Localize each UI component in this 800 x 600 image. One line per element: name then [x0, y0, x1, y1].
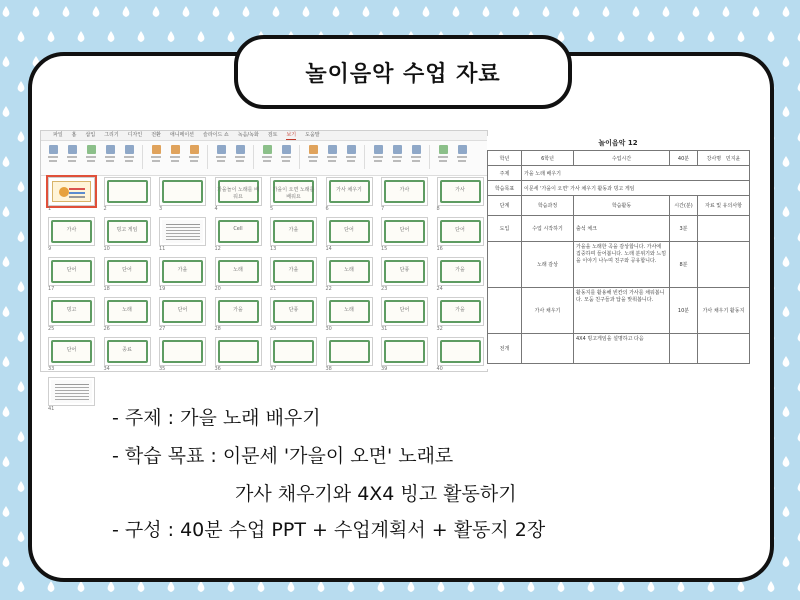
lesson-plan-title: 놀이음악 12 [598, 139, 638, 147]
raindrop [768, 31, 775, 42]
slide-number: 32 [436, 326, 443, 332]
slide-thumbnail[interactable] [104, 257, 151, 286]
lesson-plan-table [487, 150, 750, 364]
lesson-plan-screenshot [487, 136, 749, 369]
ruler-icon [215, 145, 227, 167]
raindrop [783, 556, 790, 567]
slide-thumbnail[interactable] [270, 217, 317, 246]
raindrop [468, 581, 475, 592]
ribbon-tab[interactable]: 디자인 [127, 132, 143, 138]
slide-number: 7 [381, 206, 385, 212]
new-window-icon [372, 145, 384, 167]
raindrop [18, 31, 25, 42]
slide-number: 33 [48, 366, 55, 372]
ribbon-tab[interactable]: 녹음/녹화 [237, 132, 259, 138]
header-cell: 시간(분) [670, 196, 698, 216]
slide-number: 9 [48, 246, 52, 252]
slide-label: 가을 [288, 227, 299, 233]
raindrop [18, 531, 25, 542]
slide-thumbnail[interactable] [159, 217, 206, 246]
slide-thumbnail[interactable] [381, 257, 428, 286]
raindrop [573, 6, 580, 17]
cell: 강사명 민지윤 [698, 151, 750, 166]
slide-number: 14 [325, 246, 332, 252]
raindrop [723, 6, 730, 17]
raindrop [3, 56, 10, 67]
slide-thumbnail[interactable] [104, 217, 151, 246]
raindrop [618, 581, 625, 592]
ppt-slide-sorter-screenshot [40, 130, 488, 412]
raindrop [18, 231, 25, 242]
raindrop [153, 6, 160, 17]
slide-master-icon [150, 145, 162, 167]
black-white-icon [345, 145, 357, 167]
raindrop [393, 6, 400, 17]
slide-number: 20 [214, 286, 221, 292]
slide-number: 1 [48, 206, 52, 212]
raindrop [423, 6, 430, 17]
slide-thumbnail[interactable] [159, 297, 206, 326]
raindrop [543, 6, 550, 17]
slide-number: 38 [325, 366, 332, 372]
raindrop [783, 206, 790, 217]
raindrop [738, 31, 745, 42]
cell [698, 216, 750, 242]
slide-label: 노래 [344, 267, 354, 273]
raindrop [648, 31, 655, 42]
slide-number: 30 [325, 326, 332, 332]
slide-thumbnail[interactable] [104, 337, 151, 366]
raindrop [783, 456, 790, 467]
table-row [488, 288, 750, 334]
raindrop [18, 381, 25, 392]
ribbon-tab[interactable]: 검토 [267, 132, 278, 138]
cascade-icon [410, 145, 422, 167]
raindrop [738, 581, 745, 592]
raindrop [273, 6, 280, 17]
slide-number: 6 [325, 206, 329, 212]
slide-label: 빙고 [66, 307, 77, 313]
composition-line: - 구성 : 40분 수업 PPT + 수업계획서 + 활동지 2장 [112, 519, 546, 541]
cell: 가을을 노래한 곡을 감상합니다. 가사에 집중하며 들어봅니다. 노래 분위기와 느낌을 이야기 나누며 친구와 공유합니다. [574, 242, 670, 288]
slide-sorter-icon [85, 145, 97, 167]
macros-icon [456, 145, 468, 167]
raindrop [783, 256, 790, 267]
slide-thumbnail[interactable] [159, 177, 206, 206]
cell: 3분 [670, 216, 698, 242]
slide-number: 8 [436, 206, 440, 212]
slide-number: 40 [436, 366, 443, 372]
raindrop [18, 81, 25, 92]
zoom-icon [261, 145, 273, 167]
cell: 학습목표 [488, 181, 522, 196]
slide-number: 35 [159, 366, 166, 372]
slide-thumbnail[interactable] [437, 177, 484, 206]
slide-thumbnail[interactable] [326, 297, 373, 326]
raindrop [138, 31, 145, 42]
fit-window-icon [280, 145, 292, 167]
raindrop [33, 6, 40, 17]
raindrop [783, 6, 790, 17]
raindrop [513, 6, 520, 17]
slide-label: 노래 [233, 267, 243, 273]
slide-label: 가사 채우기 [336, 187, 362, 193]
raindrop [18, 581, 25, 592]
raindrop [78, 581, 85, 592]
slide-number: 23 [381, 286, 388, 292]
raindrop [618, 31, 625, 42]
slide-thumbnail[interactable] [215, 297, 262, 326]
table-header-row [488, 196, 750, 216]
slide-number: 18 [103, 286, 110, 292]
cell: 6학년 [522, 151, 574, 166]
arrange-all-icon [391, 145, 403, 167]
normal-view-icon [47, 145, 59, 167]
cell: 출석 체크 [574, 216, 670, 242]
table-row [488, 216, 750, 242]
slide-thumbnail[interactable] [48, 337, 95, 366]
cell: 10분 [670, 288, 698, 334]
raindrop [783, 356, 790, 367]
raindrop [198, 581, 205, 592]
raindrop [648, 581, 655, 592]
goal-line-continued: 가사 채우기와 4X4 빙고 활동하기 [235, 483, 517, 505]
cell: 전개 [488, 334, 522, 364]
slide-thumbnail[interactable] [326, 177, 373, 206]
raindrop [768, 581, 775, 592]
goal-line: - 학습 목표 : 이문세 '가을이 오면' 노래로 [112, 445, 454, 467]
raindrop [93, 6, 100, 17]
slide-label: 단어 [455, 227, 465, 233]
cell: 가을 노래 배우기 [522, 166, 750, 181]
slide-thumbnail[interactable] [437, 297, 484, 326]
slide-label: 가을놀이 노래를 배워요 [217, 187, 259, 200]
slide-number: 31 [381, 326, 388, 332]
slide-thumbnail[interactable] [381, 177, 428, 206]
table-row [488, 242, 750, 288]
color-icon [307, 145, 319, 167]
slide-thumbnail[interactable] [437, 217, 484, 246]
raindrop [3, 256, 10, 267]
ribbon-tabs [41, 131, 487, 141]
outline-view-icon [66, 145, 78, 167]
slide-label: 단풍 [399, 267, 410, 273]
raindrop [138, 581, 145, 592]
raindrop [783, 306, 790, 317]
slide-label: 단어 [344, 227, 354, 233]
raindrop [18, 131, 25, 142]
slide-thumbnail[interactable] [215, 257, 262, 286]
cell: 학년 [488, 151, 522, 166]
raindrop [48, 31, 55, 42]
raindrop [243, 6, 250, 17]
switch-windows-icon [437, 145, 449, 167]
ribbon-tab[interactable]: 홈 [71, 132, 77, 138]
raindrop [18, 281, 25, 292]
slide-number: 3 [159, 206, 163, 212]
slide-thumbnail[interactable] [48, 217, 95, 246]
slide-number: 21 [270, 286, 277, 292]
ribbon-tab[interactable]: 애니메이션 [169, 132, 195, 138]
slide-thumbnail[interactable] [104, 177, 151, 206]
slide-thumbnail[interactable] [215, 217, 262, 246]
cell: 수업 시작하기 [522, 216, 574, 242]
cell: 활동지를 활용해 빈칸의 가사를 채워봅니다. 모둠 친구들과 답을 맞춰봅니다. [574, 288, 670, 334]
raindrop [198, 31, 205, 42]
table-row [488, 166, 750, 181]
raindrop [123, 6, 130, 17]
slide-number: 37 [270, 366, 277, 372]
slide-label: 단어 [399, 227, 410, 233]
raindrop [348, 581, 355, 592]
raindrop [3, 356, 10, 367]
slide-number: 19 [159, 286, 166, 292]
raindrop [228, 31, 235, 42]
raindrop [588, 581, 595, 592]
raindrop [678, 31, 685, 42]
slide-number: 2 [103, 206, 107, 212]
ribbon-tab[interactable]: 전환 [151, 132, 161, 138]
ribbon-tab[interactable]: 보기 [286, 132, 297, 138]
ribbon-toolbar [41, 141, 487, 176]
slide-thumbnail[interactable] [270, 177, 317, 206]
slide-label: 종료 [122, 347, 132, 353]
raindrop [483, 6, 490, 17]
slide-label: 노래 [344, 307, 354, 313]
raindrop [588, 31, 595, 42]
slide-label: Cell [233, 226, 243, 232]
ribbon-tab[interactable]: 도움말 [305, 132, 320, 138]
slide-thumbnail[interactable] [48, 377, 95, 406]
slide-thumbnail[interactable] [270, 297, 317, 326]
raindrop [783, 56, 790, 67]
raindrop [213, 6, 220, 17]
header-cell: 학습과정 [522, 196, 574, 216]
slide-label: 단어 [399, 307, 410, 313]
slide-thumbnail[interactable] [326, 217, 373, 246]
slide-number: 16 [436, 246, 443, 252]
ribbon-tab[interactable]: 삽입 [85, 132, 96, 138]
raindrop [3, 206, 10, 217]
slide-thumbnail[interactable] [48, 177, 95, 206]
raindrop [708, 581, 715, 592]
slide-label: 단어 [122, 267, 132, 273]
ribbon-tab[interactable]: 그리기 [104, 132, 119, 138]
raindrop [783, 106, 790, 117]
slide-label: 단어 [66, 347, 77, 353]
slide-number: 17 [48, 286, 55, 292]
raindrop [168, 581, 175, 592]
raindrop [288, 581, 295, 592]
slide-number: 28 [214, 326, 221, 332]
notes-master-icon [188, 145, 200, 167]
slide-number: 13 [270, 246, 277, 252]
cell [670, 334, 698, 364]
raindrop [318, 581, 325, 592]
raindrop [3, 556, 10, 567]
slide-number: 25 [48, 326, 55, 332]
raindrop [678, 581, 685, 592]
slide-number: 26 [103, 326, 110, 332]
slide-number: 24 [436, 286, 443, 292]
slide-number: 41 [48, 406, 55, 412]
slide-label: 빙고 게임 [116, 227, 138, 233]
header-cell: 단계 [488, 196, 522, 216]
slide-number: 12 [214, 246, 221, 252]
grayscale-icon [326, 145, 338, 167]
slide-number: 34 [103, 366, 110, 372]
slide-label: 가을 [288, 267, 299, 273]
raindrop [3, 506, 10, 517]
raindrop [783, 156, 790, 167]
reading-view-icon [123, 145, 135, 167]
slide-number: 29 [270, 326, 277, 332]
slide-label: 가을 [455, 267, 465, 273]
raindrop [3, 6, 10, 17]
raindrop [18, 481, 25, 492]
slide-thumbnail[interactable] [159, 257, 206, 286]
slide-thumbnail[interactable] [48, 297, 95, 326]
slide-thumbnail[interactable] [215, 337, 262, 366]
cell [488, 242, 522, 288]
table-row [488, 151, 750, 166]
slide-thumbnail[interactable] [104, 297, 151, 326]
table-row [488, 181, 750, 196]
raindrop [498, 581, 505, 592]
slide-number: 27 [159, 326, 166, 332]
raindrop [228, 581, 235, 592]
slide-label: 노래 [122, 307, 132, 313]
slide-thumbnail[interactable] [381, 297, 428, 326]
raindrop [108, 31, 115, 42]
cell: 가사 채우기 [522, 288, 574, 334]
cell: 주제 [488, 166, 522, 181]
slide-thumbnail[interactable] [270, 257, 317, 286]
slide-label: 가사 [66, 227, 77, 233]
raindrop [258, 581, 265, 592]
handout-master-icon [169, 145, 181, 167]
raindrop [363, 6, 370, 17]
slide-number: 10 [103, 246, 110, 252]
slide-thumbnail[interactable] [48, 257, 95, 286]
cell [488, 288, 522, 334]
slide-label: 가을 [233, 307, 243, 313]
slide-label: 가을 [177, 267, 188, 273]
raindrop [633, 6, 640, 17]
title-tab [234, 35, 572, 109]
raindrop [558, 581, 565, 592]
raindrop [3, 306, 10, 317]
raindrop [753, 6, 760, 17]
slide-number: 22 [325, 286, 332, 292]
ribbon-tab[interactable]: 슬라이드 쇼 [203, 132, 229, 138]
raindrop [528, 581, 535, 592]
notes-page-icon [104, 145, 116, 167]
slide-number: 36 [214, 366, 221, 372]
slide-label: 단풍 [288, 307, 299, 313]
slide-label: 단어 [177, 307, 188, 313]
raindrop [408, 581, 415, 592]
cell [522, 334, 574, 364]
slide-thumbnail[interactable] [437, 257, 484, 286]
raindrop [168, 31, 175, 42]
raindrop [3, 406, 10, 417]
raindrop [183, 6, 190, 17]
slide-number: 5 [270, 206, 274, 212]
raindrop [48, 581, 55, 592]
raindrop [783, 406, 790, 417]
raindrop [603, 6, 610, 17]
raindrop [303, 6, 310, 17]
slide-number: 39 [381, 366, 388, 372]
slide-label: 가을이 오면 노래를 배워요 [272, 187, 315, 200]
page-title: 놀이음악 수업 자료 [305, 61, 501, 87]
slide-number: 15 [381, 246, 388, 252]
slide-label: 단어 [66, 267, 77, 273]
raindrop [3, 106, 10, 117]
cell: 노래 감상 [522, 242, 574, 288]
raindrop [18, 181, 25, 192]
raindrop [3, 456, 10, 467]
raindrop [18, 431, 25, 442]
slide-number: 11 [159, 246, 166, 252]
slide-thumbnail[interactable] [437, 337, 484, 366]
slide-thumbnail[interactable] [159, 337, 206, 366]
cell: 가사 채우기 활동지 [698, 288, 750, 334]
cell [698, 334, 750, 364]
raindrop [693, 6, 700, 17]
raindrop [108, 581, 115, 592]
raindrop [333, 6, 340, 17]
raindrop [453, 6, 460, 17]
raindrop [63, 6, 70, 17]
gridlines-icon [234, 145, 246, 167]
slide-thumbnail[interactable] [381, 217, 428, 246]
header-cell: 자료 및 유의사항 [698, 196, 750, 216]
raindrop [3, 156, 10, 167]
slide-thumbnail[interactable] [326, 337, 373, 366]
cell: 4X4 빙고게임을 설명하고 다음 [574, 334, 670, 364]
cell: 40분 [670, 151, 698, 166]
slide-thumbnail[interactable] [326, 257, 373, 286]
cell: 수업시간 [574, 151, 670, 166]
raindrop [663, 6, 670, 17]
cell: 이문세 '가을이 오면' 가사 채우기 활동과 빙고 게임 [522, 181, 750, 196]
slide-label: 가을 [455, 307, 465, 313]
raindrop [783, 506, 790, 517]
raindrop [18, 331, 25, 342]
table-row [488, 334, 750, 364]
slide-thumbnail[interactable] [215, 177, 262, 206]
slide-thumbnail[interactable] [270, 337, 317, 366]
raindrop [708, 31, 715, 42]
slide-label: 가사 [455, 187, 465, 193]
slide-label: 가사 [399, 187, 410, 193]
raindrop [78, 31, 85, 42]
cell [698, 242, 750, 288]
slide-thumbnail[interactable] [381, 337, 428, 366]
ribbon-tab[interactable]: 파일 [53, 132, 63, 138]
slide-number: 4 [214, 206, 218, 212]
raindrop [438, 581, 445, 592]
header-cell: 학습활동 [574, 196, 670, 216]
cell: 도입 [488, 216, 522, 242]
topic-line: - 주제 : 가을 노래 배우기 [112, 407, 321, 429]
cell: 8분 [670, 242, 698, 288]
raindrop [378, 581, 385, 592]
